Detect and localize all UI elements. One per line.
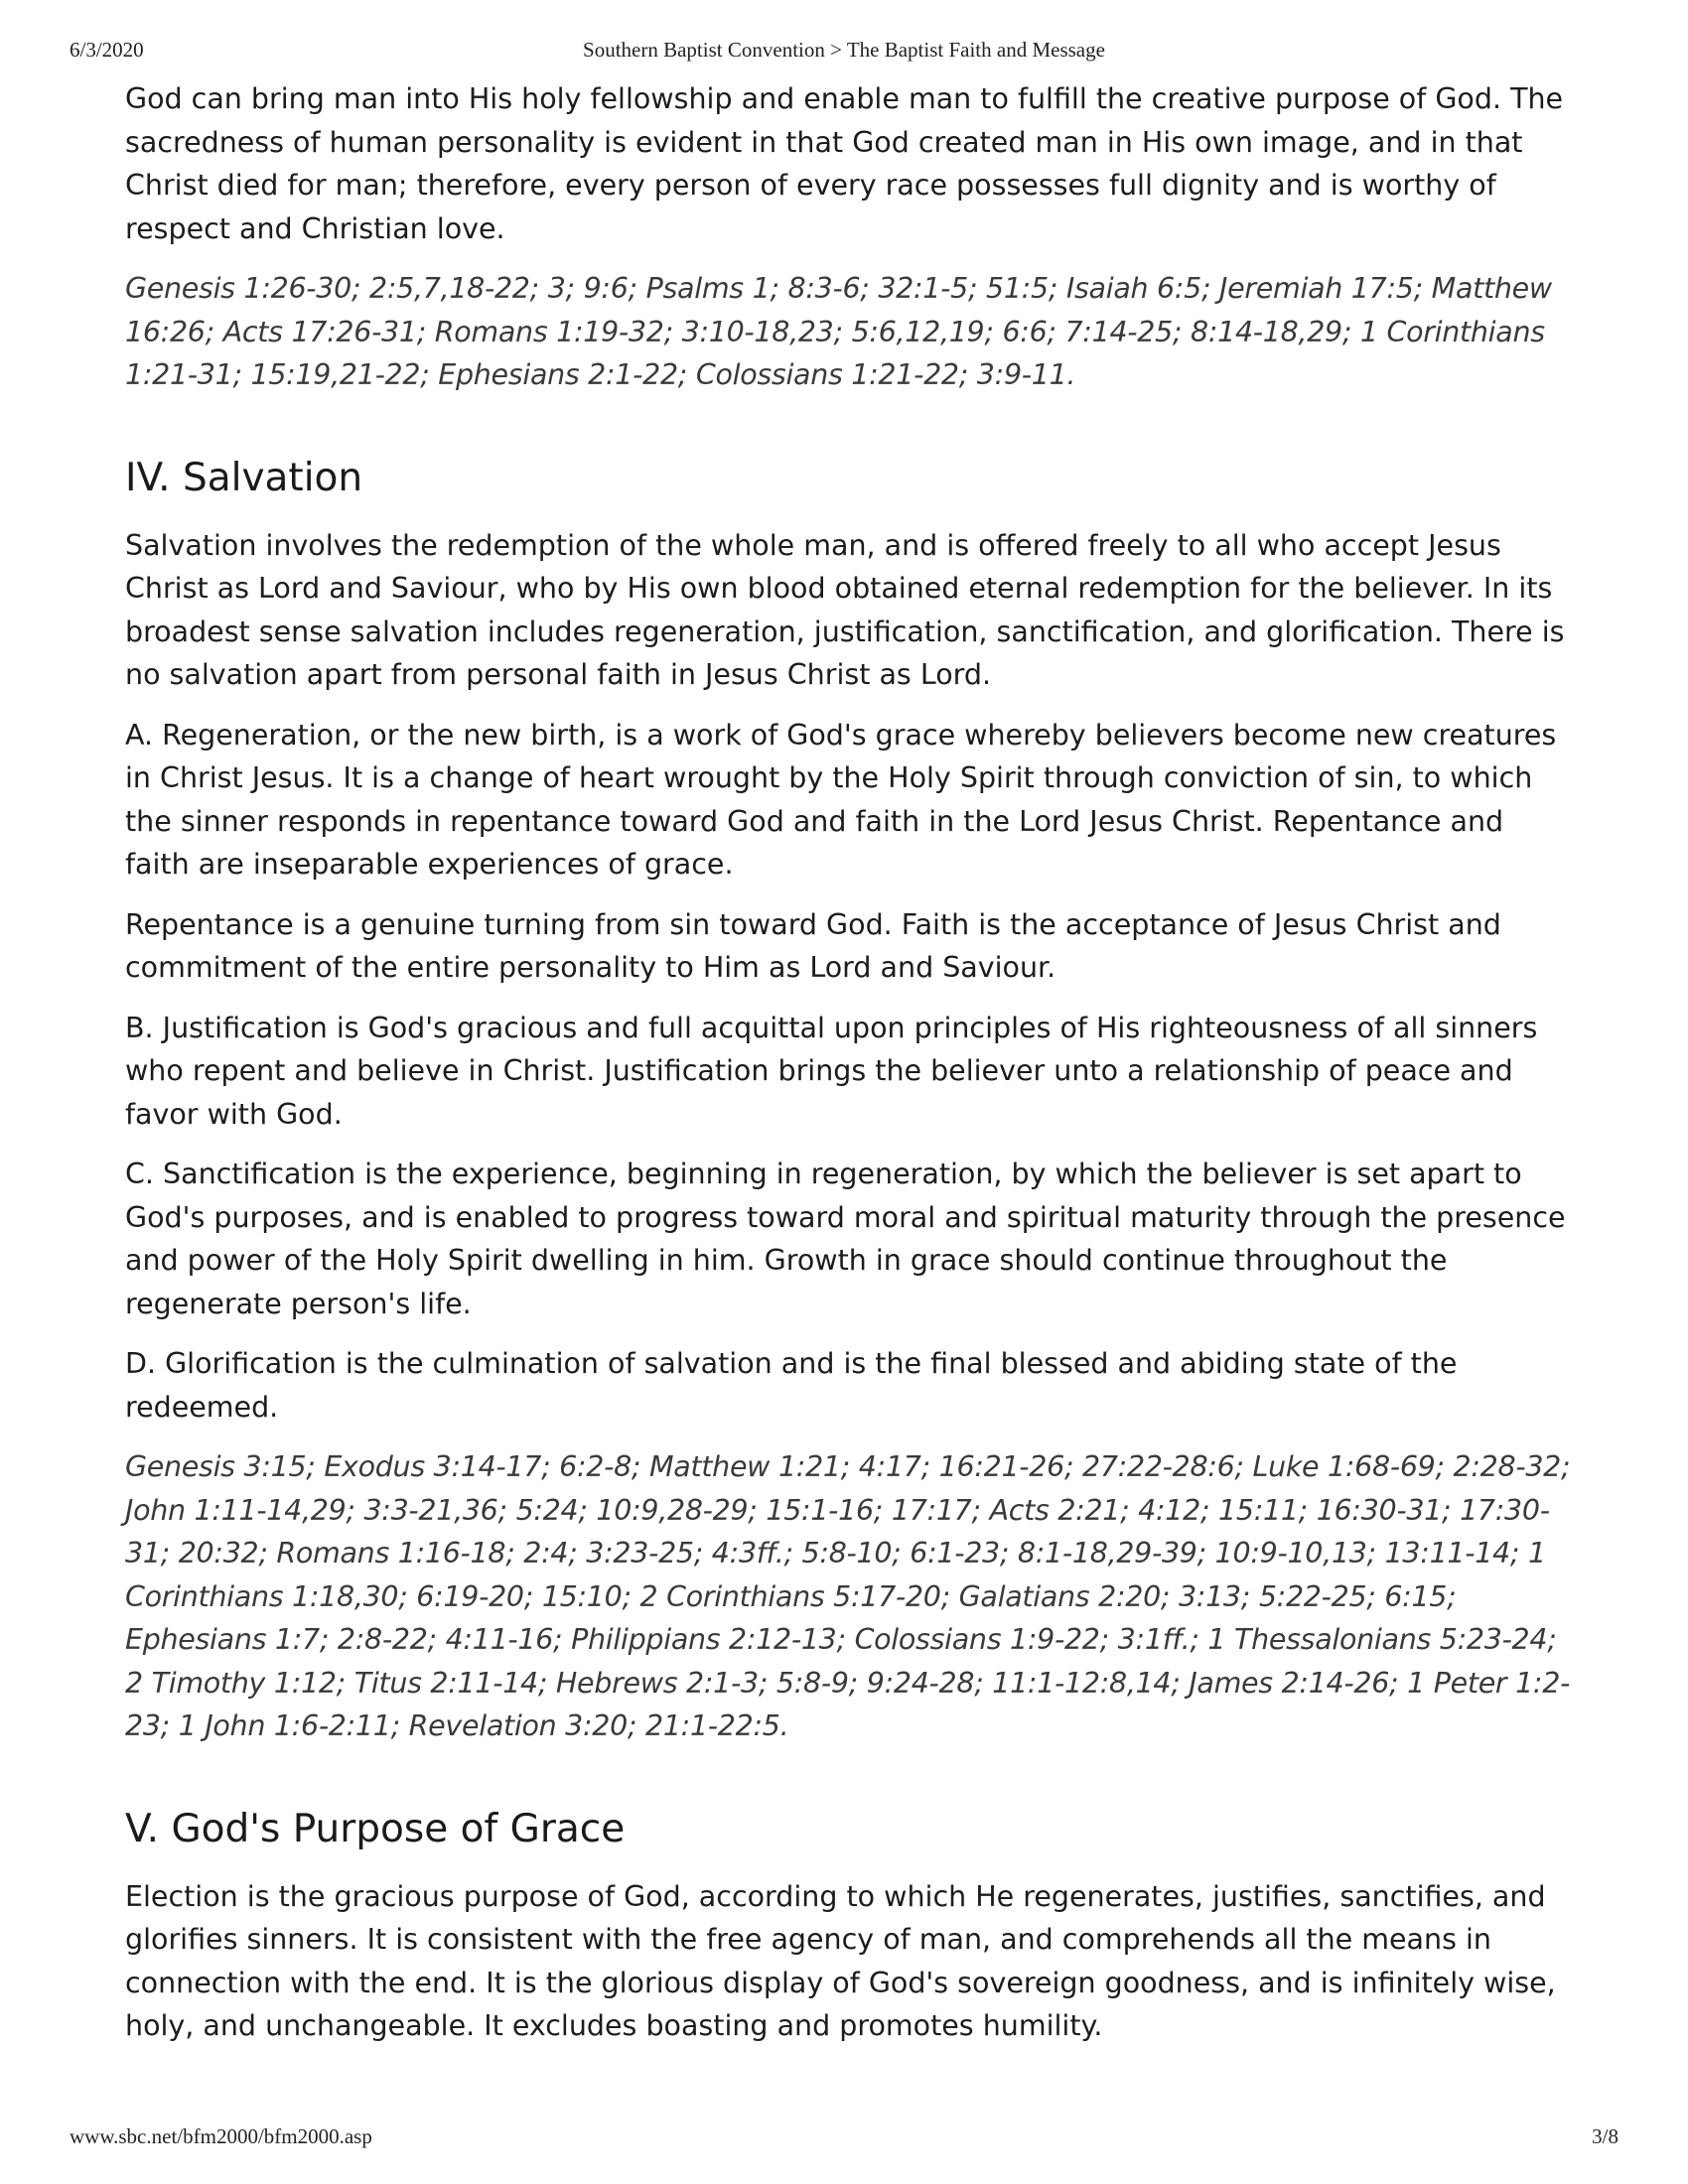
print-url: www.sbc.net/bfm2000/bfm2000.asp <box>70 2124 372 2148</box>
salvation-paragraph: Salvation involves the redemption of the whole man, and is offered freely to all who accept Jesus Christ as Lord and Saviour, who by His own blood obtained eternal redemption for the believer. In its broadest sense salvation includes regeneration, justification, sanctification, and glorification. There is no salvation apart from personal faith in Jesus Christ as Lord. <box>125 528 1565 691</box>
election-paragraph: Election is the gracious purpose of God, according to which He regenerates, justifies, sanctifies, and glorifies sinners. It is consistent with the free agency of man, and comprehends all the means in connection with the end. It is the glorious display of God's sovereign goodness, and is infinitely wise, holy, and unchangeable. It excludes boasting and promotes humility. <box>125 1879 1556 2042</box>
section-heading-gods-purpose-of-grace: V. God's Purpose of Grace <box>125 1806 626 1851</box>
print-date: 6/3/2020 <box>70 38 144 62</box>
regeneration-paragraph: A. Regeneration, or the new birth, is a work of God's grace whereby believers become new creatures in Christ Jesus. It is a change of heart wrought by the Holy Spirit through conviction of sin, to which the sinner responds in repentance toward God and faith in the Lord Jesus Christ. Repentance and faith are inseparable experiences of grace. <box>125 718 1557 881</box>
salvation-scripture-references: Genesis 3:15; Exodus 3:14-17; 6:2-8; Matthew 1:21; 4:17; 16:21-26; 27:22-28:6; Luke 1:68-69; 2:28-32; John 1:11-14,29; 3:3-21,36; 5:24; 10:9,28-29; 15:1-16; 17:17; Acts 2:21; 4:12; 15:11; 16:30-31; 17:30-31; 20:32; Romans 1:16-18; 2:4; 3:23-25; 4:3ff.; 5:8-10; 6:1-23; 8:1-18,29-39; 10:9-10,13; 13:11-14; 1 Corinthians 1:18,30; 6:19-20; 15:10; 2 Corinthians 5:17-20; Galatians 2:20; 3:13; 5:22-25; 6:15; Ephesians 1:7; 2:8-22; 4:11-16; Philippians 2:12-13; Colossians 1:9-22; 3:1ff.; 1 Thessalonians 5:23-24; 2 Timothy 1:12; Titus 2:11-14; Hebrews 2:1-3; 5:8-9; 9:24-28; 11:1-12:8,14; James 2:14-26; 1 Peter 1:2-23; 1 John 1:6-2:11; Revelation 3:20; 21:1-22:5. <box>125 1450 1571 1742</box>
intro-paragraph: God can bring man into His holy fellowship and enable man to fulfill the creative purpose of God. The sacredness of human personality is evident in that God created man in His own image, and in that Christ died for man; therefore, every person of every race possesses full dignity and is worthy of respect and Christian love. <box>125 82 1564 245</box>
justification-paragraph: B. Justification is God's gracious and full acquittal upon principles of His righteousness of all sinners who repent and believe in Christ. Justification brings the believer unto a relationship of peace and favor with God. <box>125 1011 1538 1131</box>
page-number: 3/8 <box>1592 2124 1618 2148</box>
print-footer <box>70 2124 1618 2154</box>
sanctification-paragraph: C. Sanctification is the experience, beginning in regeneration, by which the believer is set apart to God's purposes, and is enabled to progress toward moral and spiritual maturity through the presence and power of the Holy Spirit dwelling in him. Growth in grace should continue throughout the regenerate person's life. <box>125 1158 1566 1320</box>
print-page-title: Southern Baptist Convention > The Baptist Faith and Message <box>583 38 1105 62</box>
repentance-paragraph: Repentance is a genuine turning from sin toward God. Faith is the acceptance of Jesus Christ and commitment of the entire personality to Him as Lord and Saviour. <box>125 907 1501 984</box>
intro-scripture-references: Genesis 1:26-30; 2:5,7,18-22; 3; 9:6; Psalms 1; 8:3-6; 32:1-5; 51:5; Isaiah 6:5; Jeremiah 17:5; Matthew 16:26; Acts 17:26-31; Romans 1:19-32; 3:10-18,23; 5:6,12,19; 6:6; 7:14-25; 8:14-18,29; 1 Corinthians 1:21-31; 15:19,21-22; Ephesians 2:1-22; Colossians 1:21-22; 3:9-11. <box>125 272 1552 391</box>
document-body <box>125 77 1575 2065</box>
section-heading-salvation: IV. Salvation <box>125 455 363 500</box>
print-header <box>70 38 1618 68</box>
glorification-paragraph: D. Glorification is the culmination of salvation and is the final blessed and abiding state of the redeemed. <box>125 1347 1458 1424</box>
